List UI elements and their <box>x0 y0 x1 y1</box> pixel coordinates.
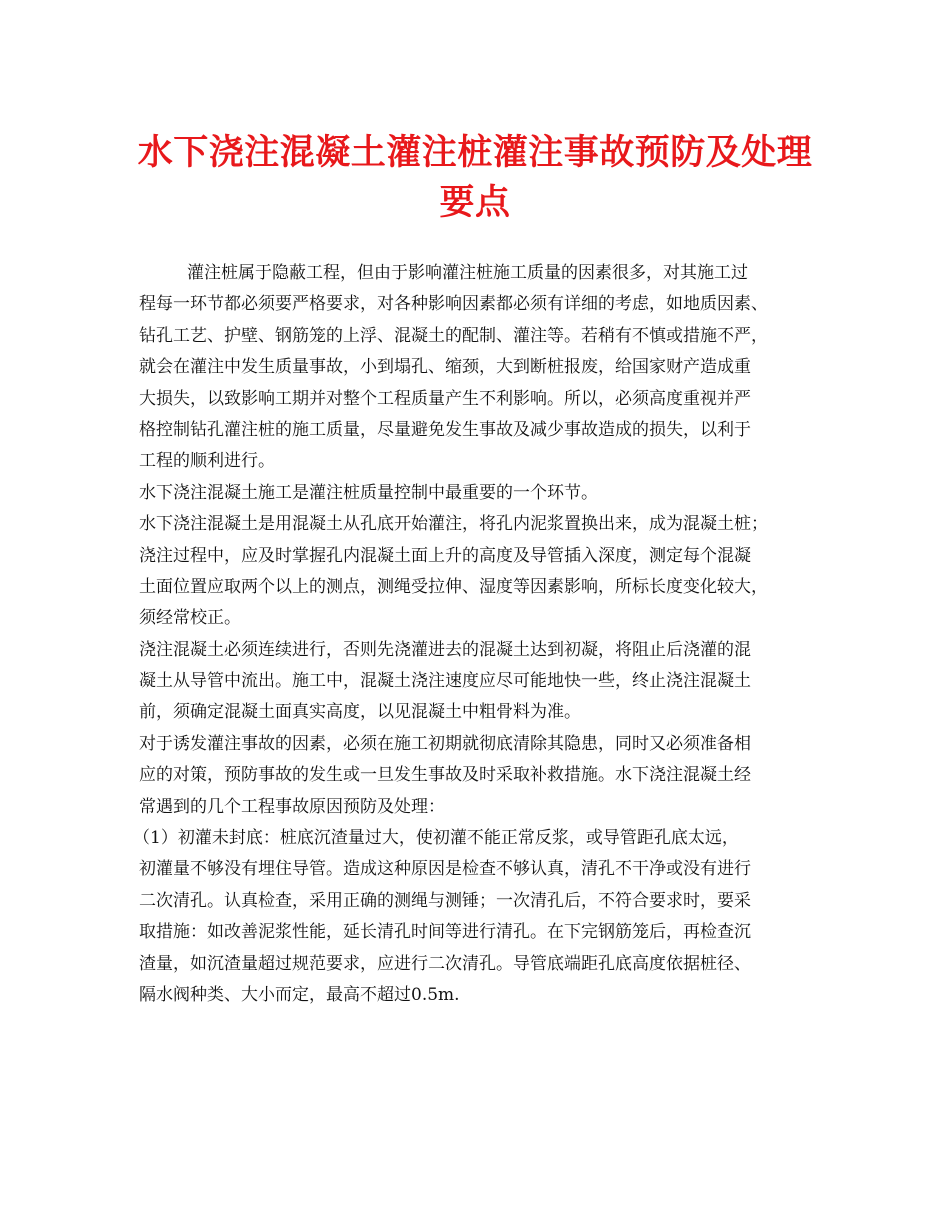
body-line: 渣量，如沉渣量超过规范要求，应进行二次清孔。导管底端距孔底高度依据桩径、 <box>139 953 751 974</box>
body-line: 就会在灌注中发生质量事故，小到塌孔、缩颈，大到断桩报废，给国家财产造成重 <box>139 357 751 378</box>
body-line: 灌注桩属于隐蔽工程，但由于影响灌注桩施工质量的因素很多，对其施工过 <box>187 263 748 283</box>
body-line: 二次清孔。认真检查，采用正确的测绳与测锤；一次清孔后，不符合要求时，要采 <box>139 890 751 911</box>
body-line: 工程的顺利进行。 <box>139 451 275 472</box>
body-line: 水下浇注混凝土施工是灌注桩质量控制中最重要的一个环节。 <box>139 482 598 503</box>
title-line-1: 水下浇注混凝土灌注桩灌注事故预防及处理 <box>137 132 813 173</box>
body-line: 格控制钻孔灌注桩的施工质量，尽量避免发生事故及减少事故造成的损失，以利于 <box>139 419 751 440</box>
title-line-2: 要点 <box>439 182 511 223</box>
document-title <box>120 128 830 228</box>
body-line: （1）初灌未封底：桩底沉渣量过大，使初灌不能正常反浆，或导管距孔底太远， <box>133 828 739 849</box>
body-line: 前，须确定混凝土面真实高度，以见混凝土中粗骨料为准。 <box>139 702 581 723</box>
body-line: 浇注混凝土必须连续进行，否则先浇灌进去的混凝土达到初凝，将阻止后浇灌的混 <box>139 639 751 660</box>
body-line: 水下浇注混凝土是用混凝土从孔底开始灌注，将孔内泥浆置换出来，成为混凝土桩； <box>139 514 768 535</box>
body-line: 取措施：如改善泥浆性能，延长清孔时间等进行清孔。在下完钢筋笼后，再检查沉 <box>139 922 751 943</box>
document-body <box>133 258 819 1011</box>
body-line: 钻孔工艺、护壁、钢筋笼的上浮、混凝土的配制、灌注等。若稍有不慎或措施不严， <box>139 325 768 346</box>
body-line: 初灌量不够没有埋住导管。造成这种原因是检查不够认真，清孔不干净或没有进行 <box>139 859 751 880</box>
body-line: 隔水阀种类、大小而定，最高不超过0.5m. <box>139 984 460 1005</box>
body-line: 浇注过程中，应及时掌握孔内混凝土面上升的高度及导管插入深度，测定每个混凝 <box>139 545 751 566</box>
body-line: 大损失，以致影响工期并对整个工程质量产生不利影响。所以，必须高度重视并严 <box>139 388 751 409</box>
body-line: 对于诱发灌注事故的因素，必须在施工初期就彻底清除其隐患，同时又必须准备相 <box>139 733 751 754</box>
body-line: 常遇到的几个工程事故原因预防及处理： <box>139 796 445 817</box>
body-line: 凝土从导管中流出。施工中，混凝土浇注速度应尽可能地快一些，终止浇注混凝土 <box>139 671 751 692</box>
body-line: 应的对策，预防事故的发生或一旦发生事故及时采取补救措施。水下浇注混凝土经 <box>139 765 751 786</box>
body-line: 程每一环节都必须要严格要求，对各种影响因素都必须有详细的考虑，如地质因素、 <box>139 294 768 315</box>
body-line: 土面位置应取两个以上的测点，测绳受拉伸、湿度等因素影响，所标长度变化较大， <box>139 576 768 597</box>
body-line: 须经常校正。 <box>139 608 241 629</box>
